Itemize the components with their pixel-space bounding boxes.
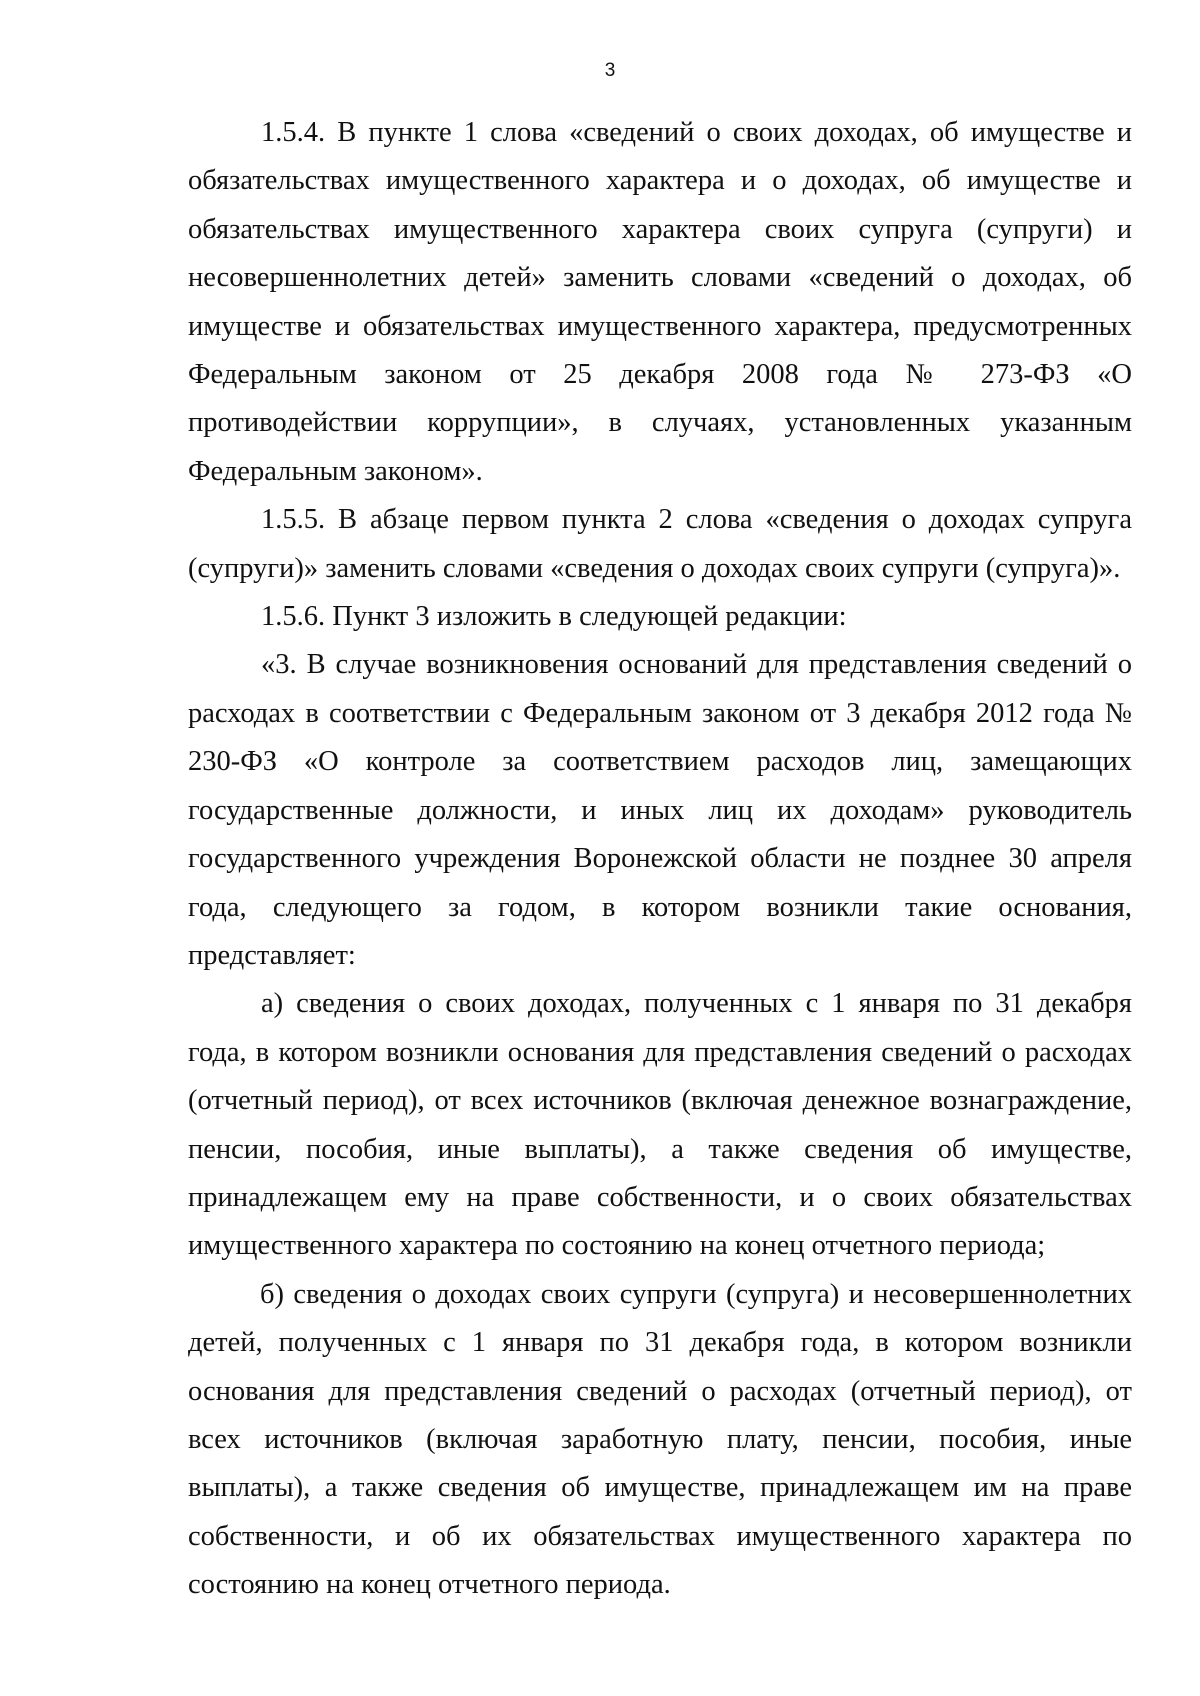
- paragraph-subitem-b: б) сведения о доходах своих супруги (супруга) и несовершеннолетних детей, полученных с 1 января по 31 декабря года, в котором возникли основания для представления сведений о расходах (отчетный период), от всех источников (включая заработную плату, пенсии, пособия, иные выплаты), а также сведения об имуществе, принадлежащем им на праве собственности, и об их обязательствах имущественного характера по состоянию на конец отчетного периода.: [188, 1278, 1132, 1601]
- paragraph-1-5-4: 1.5.4. В пункте 1 слова «сведений о своих доходах, об имуществе и обязательствах имущественного характера и о доходах, об имуществе и обязательствах имущественного характера своих супруга (супруги) и несовершеннолетних детей» заменить словами «сведений о доходах, об имуществе и обязательствах имущественного характера, предусмотренных Федеральным законом от 25 декабря 2008 года № 273-ФЗ «О противодействии коррупции», в случаях, установленных указанным Федеральным законом».: [188, 117, 1132, 487]
- document-body: [188, 109, 1132, 1610]
- paragraph-subitem-a: а) сведения о своих доходах, полученных с 1 января по 31 декабря года, в котором возникли основания для представления сведений о расходах (отчетный период), от всех источников (включая денежное вознаграждение, пенсии, пособия, иные выплаты), а также сведения об имуществе, принадлежащем ему на праве собственности, и о своих обязательствах имущественного характера по состоянию на конец отчетного периода;: [188, 988, 1132, 1262]
- paragraph-1-5-6: 1.5.6. Пункт 3 изложить в следующей редакции:: [261, 601, 847, 633]
- paragraph-item-3: «3. В случае возникновения оснований для представления сведений о расходах в соответствии с Федеральным законом от 3 декабря 2012 года № 230-ФЗ «О контроле за соответствием расходов лиц, замещающих государственные должности, и иных лиц их доходам» руководитель государственного учреждения Воронежской области не позднее 30 апреля года, следующего за годом, в котором возникли такие основания, представляет:: [188, 649, 1132, 971]
- page-number: 3: [604, 60, 616, 81]
- paragraph-1-5-5: 1.5.5. В абзаце первом пункта 2 слова «сведения о доходах супруга (супруги)» заменить словами «сведения о доходах своих супруги (супруга)».: [188, 504, 1132, 584]
